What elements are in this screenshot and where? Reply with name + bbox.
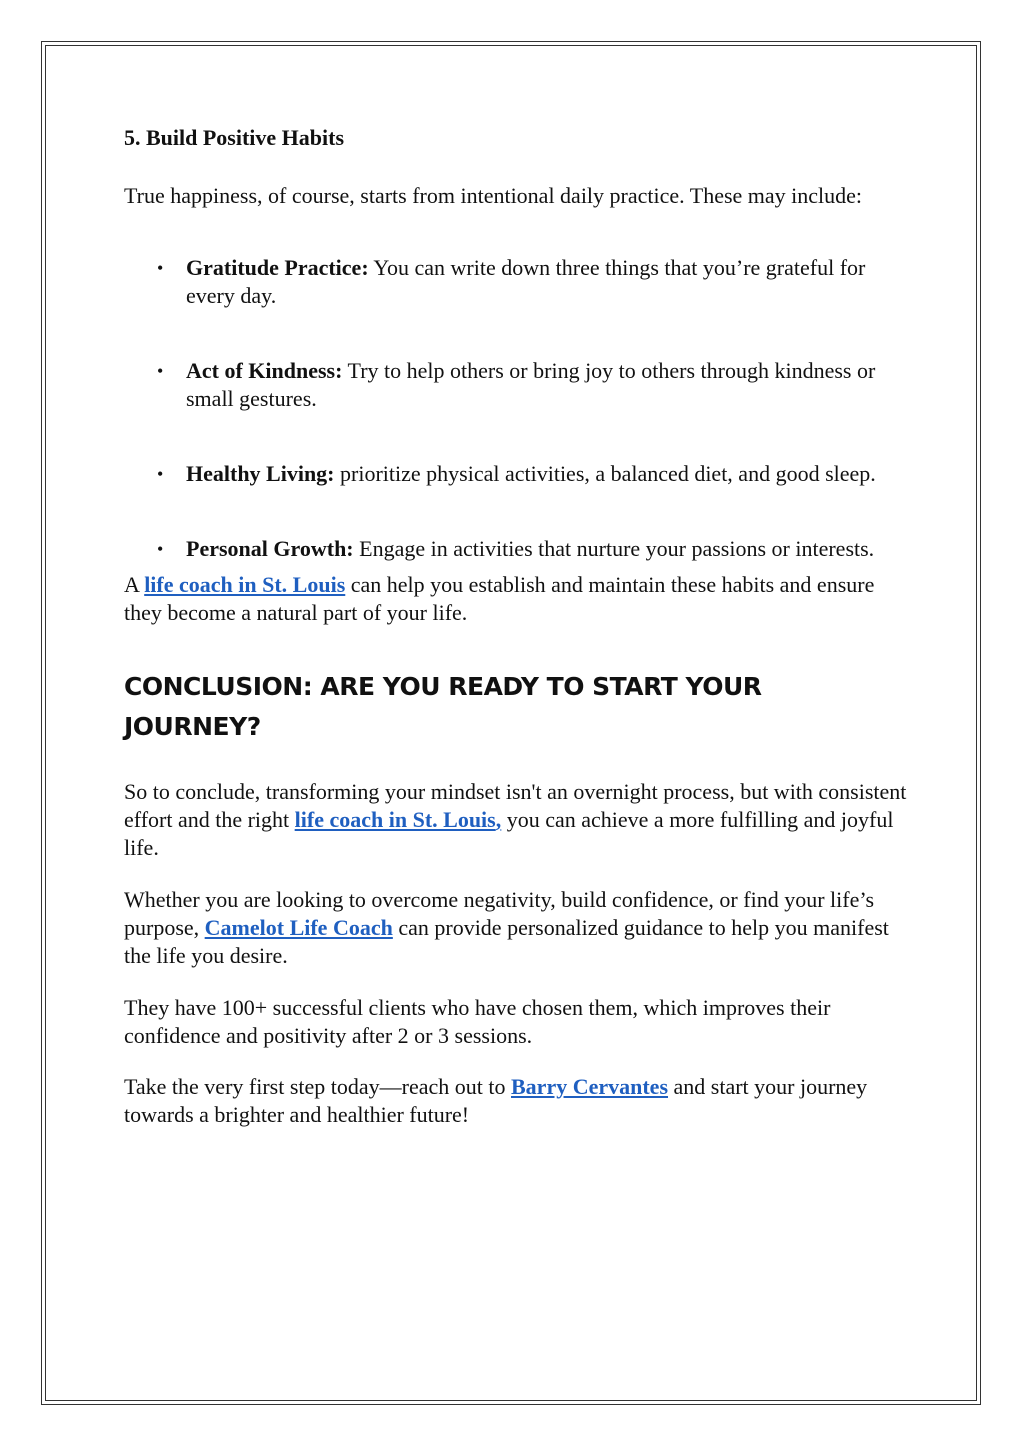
barry-cervantes-link[interactable]: Barry Cervantes — [511, 1074, 669, 1099]
habit-description: Engage in activities that nurture your passions or interests. — [353, 536, 875, 561]
bullet-icon: • — [157, 539, 164, 559]
coach-text-before: A — [124, 572, 145, 597]
conclusion-heading: CONCLUSION: ARE YOU READY TO START YOUR JOURNEY? — [124, 672, 762, 741]
habit-term: Personal Growth: — [186, 536, 354, 561]
conclude-text-before: So to conclude, transforming your mindset isn't an overnight process, but with consistent effort and the right — [124, 779, 907, 832]
bullet-icon: • — [157, 464, 164, 484]
section-heading: 5. Build Positive Habits — [124, 125, 345, 150]
first-step-paragraph — [124, 1073, 914, 1129]
habit-term: Gratitude Practice: — [186, 255, 369, 280]
habit-description: Try to help others or bring joy to others through kindness or small gestures. — [186, 358, 876, 411]
coach-paragraph — [124, 571, 914, 627]
list-item — [124, 460, 914, 488]
habit-description: You can write down three things that you’re grateful for every day. — [186, 255, 866, 308]
habit-term: Healthy Living: — [186, 461, 335, 486]
whether-text-before: Whether you are looking to overcome negativity, build confidence, or find your life’s purpose, — [124, 887, 875, 940]
link-comma: , — [495, 807, 502, 832]
coach-text-after: can help you establish and maintain these habits and ensure they become a natural part of your life. — [124, 572, 875, 625]
step-text-before: Take the very first step today—reach out to — [124, 1074, 511, 1099]
conclude-text-after: you can achieve a more fulfilling and joyful life. — [124, 807, 894, 860]
list-item — [124, 254, 914, 310]
clients-paragraph: They have 100+ successful clients who have chosen them, which improves their confidence and positivity after 2 or 3 sessions. — [124, 995, 831, 1048]
habit-description: prioritize physical activities, a balanced diet, and good sleep. — [334, 461, 876, 486]
habit-term: Act of Kindness: — [186, 358, 343, 383]
list-item — [124, 357, 914, 413]
intro-paragraph: True happiness, of course, starts from intentional daily practice. These may include: — [124, 183, 863, 208]
list-item — [124, 535, 914, 563]
whether-text-after: can provide personalized guidance to help you manifest the life you desire. — [124, 915, 889, 968]
conclude-paragraph — [124, 778, 914, 862]
habits-list — [124, 254, 914, 563]
bullet-icon: • — [157, 258, 164, 278]
step-text-after: and start your journey towards a brighter and healthier future! — [124, 1074, 868, 1127]
life-coach-link-2[interactable] — [295, 807, 502, 832]
whether-paragraph — [124, 886, 914, 970]
camelot-life-coach-link[interactable]: Camelot Life Coach — [204, 915, 393, 940]
bullet-icon: • — [157, 361, 164, 381]
life-coach-link-label: life coach in St. Louis — [294, 807, 496, 832]
document-content — [124, 124, 914, 1129]
life-coach-link[interactable]: life coach in St. Louis — [144, 572, 346, 597]
